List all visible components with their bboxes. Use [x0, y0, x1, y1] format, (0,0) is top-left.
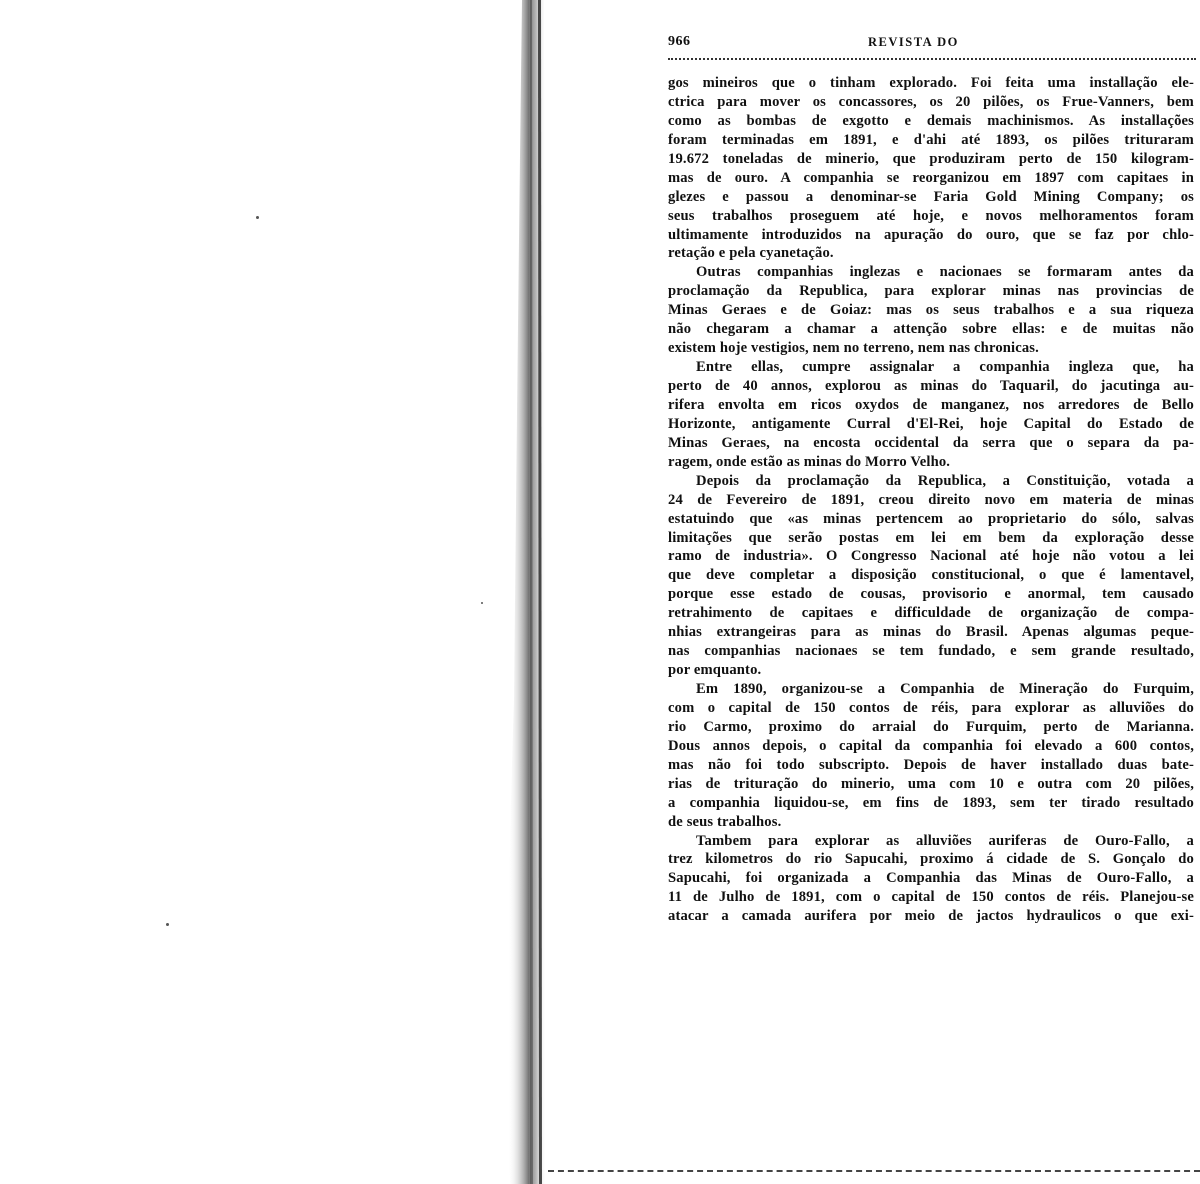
text-line: ramo de industria». O Congresso Nacional até hoje não votou a lei — [668, 548, 1194, 565]
text-line: nhias extrangeiras para as minas do Brasil. Apenas algumas peque- — [668, 624, 1194, 641]
body-text — [668, 74, 1194, 926]
text-line: ragem, onde estão as minas do Morro Velho. — [668, 453, 951, 470]
text-line: Em 1890, organizou-se a Companhia de Mineração do Furquim, — [696, 681, 1194, 697]
text-line: mas de ouro. A companhia se reorganizou em 1897 com capitaes in — [668, 169, 1194, 186]
text-line: Sapucahi, foi organizada a Companhia das Minas de Ouro-Fallo, a — [668, 870, 1194, 887]
page-number: 966 — [668, 34, 691, 49]
text-line: nas companhias nacionaes se tem fundado, e sem grande resultado, — [668, 643, 1194, 660]
text-line: retrahimento de capitaes e difficuldade de organização de compa- — [668, 605, 1194, 622]
text-line: Horizonte, antigamente Curral d'El-Rei, hoje Capital do Estado de — [668, 415, 1194, 432]
running-header — [668, 34, 1196, 56]
scan-speck — [481, 602, 483, 604]
text-line: de seus trabalhos. — [668, 813, 782, 830]
text-line: glezes e passou a denominar-se Faria Gold Mining Company; os — [668, 188, 1194, 205]
text-line: Depois da proclamação da Republica, a Constituição, votada a — [696, 472, 1194, 489]
book-gutter-shadow — [500, 0, 560, 1184]
text-line: 11 de Julho de 1891, com o capital de 150 contos de réis. Planejou-se — [668, 889, 1194, 906]
text-line: perto de 40 annos, explorou as minas do Taquaril, do jacutinga au- — [668, 378, 1194, 394]
scan-speck — [256, 216, 259, 219]
text-line: Dous annos depois, o capital da companhia foi elevado a 600 contos, — [668, 737, 1194, 754]
text-line: limitações que serão postas em lei em bem da exploração desse — [668, 529, 1194, 546]
text-line: retação e pela cyanetação. — [668, 245, 834, 262]
text-line: mas não foi todo subscripto. Depois de haver installado duas bate- — [668, 756, 1194, 773]
page-bottom-edge — [548, 1170, 1200, 1172]
text-line: Outras companhias inglezas e nacionaes se formaram antes da — [696, 264, 1194, 281]
scan-speck — [166, 923, 169, 926]
text-line: que deve completar a disposição constitucional, o que é lamentavel, — [668, 567, 1194, 584]
text-line: a companhia liquidou-se, em fins de 1893, sem ter tirado resultado — [668, 794, 1194, 811]
gutter-shadow-graphic — [500, 0, 560, 1184]
text-line: com o capital de 150 contos de réis, para explorar as alluviões do — [668, 699, 1194, 716]
text-line: rifera envolta em ricos oxydos de manganez, nos arredores de Bello — [668, 396, 1194, 413]
text-line: trez kilometros do rio Sapucahi, proximo á cidade de S. Gonçalo do — [668, 851, 1194, 868]
text-line: 24 de Fevereiro de 1891, creou direito novo em materia de minas — [668, 491, 1194, 508]
text-line: ultimamente introduzidos na apuração do ouro, que se faz por chlo- — [668, 226, 1194, 243]
running-head-title: REVISTA DO — [868, 35, 959, 49]
text-line: Entre ellas, cumpre assignalar a companhia ingleza que, ha — [696, 359, 1194, 376]
text-line: 19.672 toneladas de minerio, que produziram perto de 150 kilogram- — [668, 150, 1194, 167]
text-line: atacar a camada aurifera por meio de jactos hydraulicos o que exi- — [668, 908, 1194, 925]
header-rule — [668, 58, 1196, 64]
text-line: como as bombas de exgotto e demais machinismos. As installações — [668, 112, 1194, 129]
text-line: não chegaram a chamar a attenção sobre ellas: e de muitas não — [668, 321, 1194, 338]
text-line: Minas Geraes, na encosta occidental da serra que o separa da pa- — [668, 434, 1194, 451]
text-line: rias de trituração do minerio, uma com 10 e outra com 20 pilões, — [668, 775, 1194, 792]
text-line: foram terminadas em 1891, e d'ahi até 1893, os pilões trituraram — [668, 131, 1194, 148]
text-line: existem hoje vestigios, nem no terreno, nem nas chronicas. — [668, 340, 1039, 357]
text-line: estatuindo que «as minas pertencem ao proprietario do sólo, salvas — [668, 510, 1194, 527]
text-line: por emquanto. — [668, 662, 762, 679]
text-line: rio Carmo, proximo do arraial do Furquim, perto de Marianna. — [668, 718, 1194, 735]
text-line: Tambem para explorar as alluviões auriferas de Ouro-Fallo, a — [696, 832, 1194, 849]
text-line: ctrica para mover os concassores, os 20 pilões, os Frue-Vanners, bem — [668, 93, 1194, 110]
text-line: seus trabalhos proseguem até hoje, e novos melhoramentos foram — [668, 207, 1194, 224]
text-line: gos mineiros que o tinham explorado. Foi feita uma installação ele- — [668, 75, 1194, 91]
text-line: Minas Geraes e de Goiaz: mas os seus trabalhos e a sua riqueza — [668, 302, 1194, 319]
text-line: proclamação da Republica, para explorar minas nas provincias de — [668, 283, 1194, 300]
text-line: porque esse estado de cousas, provisorio e anormal, tem causado — [668, 586, 1194, 603]
